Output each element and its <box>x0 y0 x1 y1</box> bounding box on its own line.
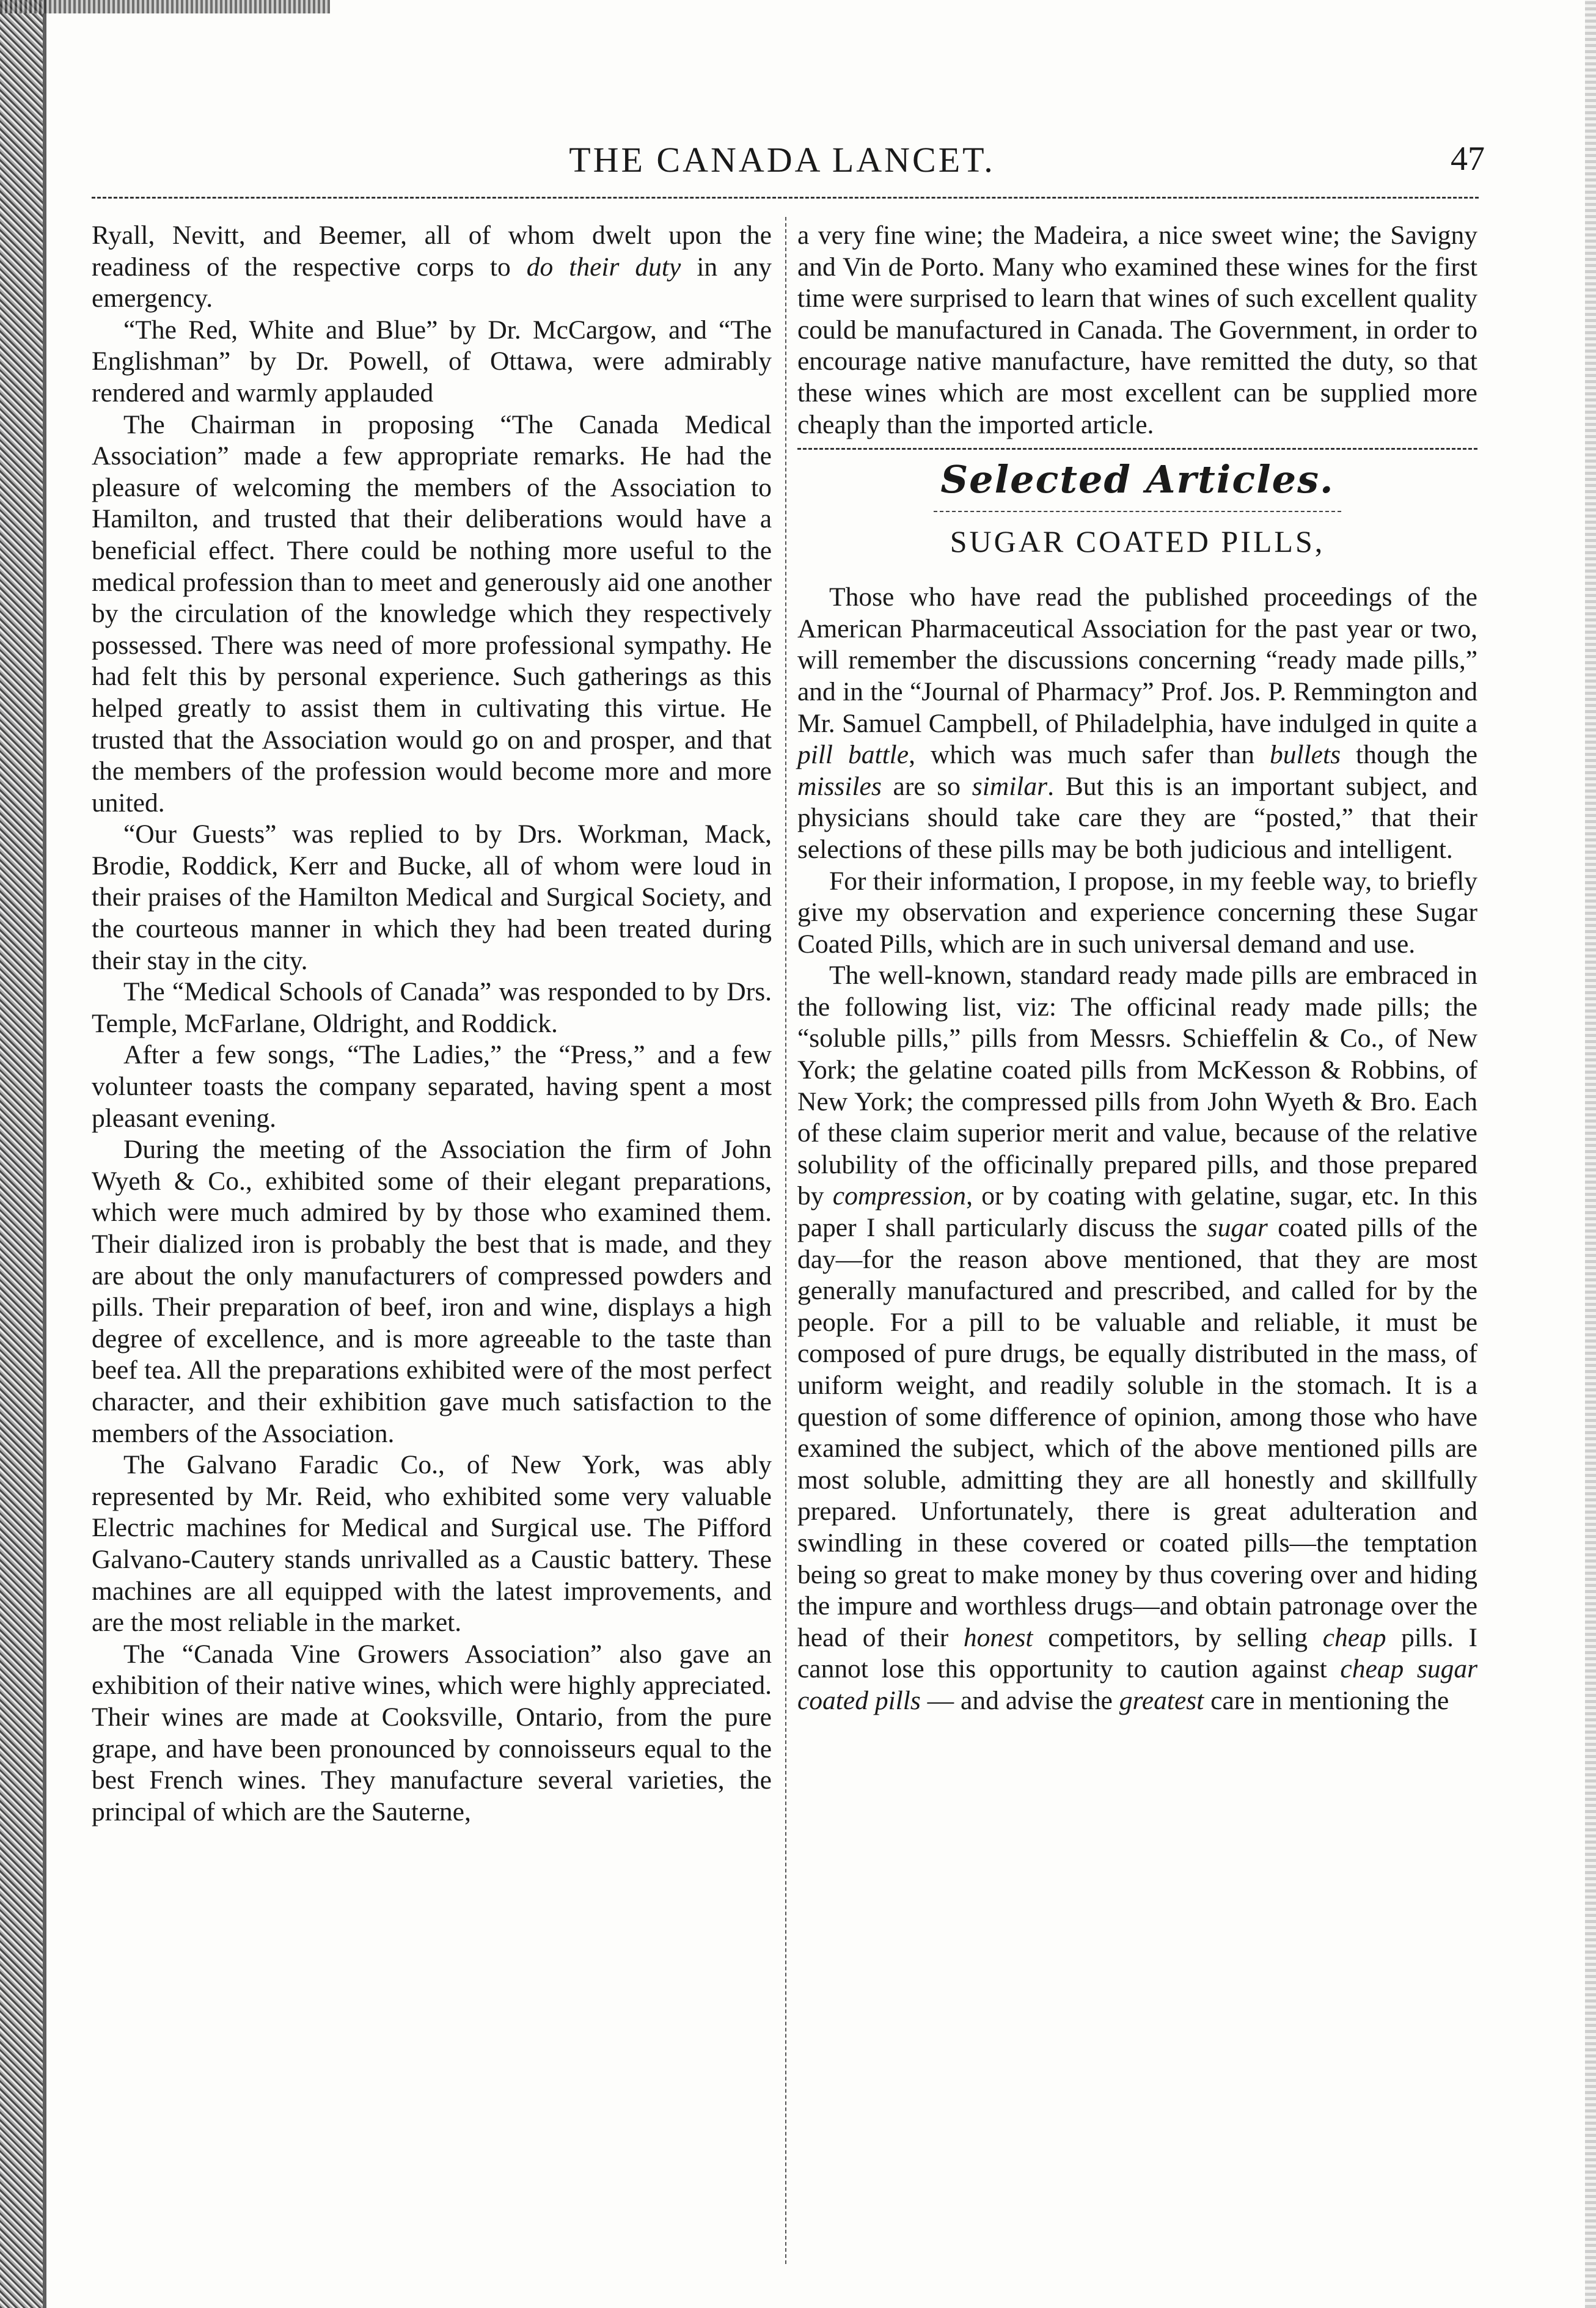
paragraph: For their information, I propose, in my feeble way, to briefly give my observation and experience concerning these Sugar Coated Pills, which are in such universal demand and use. <box>797 866 1477 959</box>
paragraph: During the meeting of the Association the firm of John Wyeth & Co., exhibited some of their elegant preparations, which were much admired by by those who examined them. Their dialized iron is probably the best that is made, and they are about the only manufacturers of compressed powders and pills. Their preparation of beef, iron and wine, displays a high degree of excellence, and is more agreeable to the taste than beef tea. All the preparations exhibited were of the most perfect character, and their exhibition gave much satisfaction to the members of the Association. <box>92 1135 772 1448</box>
paragraph: The Galvano Faradic Co., of New York, was ably represented by Mr. Reid, who exhibited some very valuable Electric machines for Medical and Surgical use. The Pifford Galvano-Cautery stands unrivalled as a Caustic battery. These machines are all equipped with the latest improvements, and are the most reliable in the market. <box>92 1450 772 1638</box>
scan-top-edge <box>0 0 330 13</box>
article-title: SUGAR COATED PILLS, <box>950 524 1325 559</box>
scan-binding-edge <box>0 0 43 2308</box>
paragraph: “Our Guests” was replied to by Drs. Workman, Mack, Brodie, Roddick, Kerr and Bucke, all of whom were loud in their praises of the Hamilton Medical and Surgical Society, and the courteous manner in which they had been treated during their stay in the city. <box>92 819 772 975</box>
page-header <box>79 139 1485 188</box>
paragraph: Ryall, Nevitt, and Beemer, all of whom dwelt upon the readiness of the respective corps to do their duty in any emergency. <box>92 221 772 313</box>
section-heading: Selected Articles. <box>940 457 1334 502</box>
running-head: THE CANADA LANCET. <box>569 140 995 180</box>
header-rule <box>92 197 1479 199</box>
short-rule <box>934 511 1342 512</box>
paragraph: The “Medical Schools of Canada” was responded to by Drs. Temple, McFarlane, Oldright, and Roddick. <box>92 977 772 1038</box>
paragraph: a very fine wine; the Madeira, a nice sweet wine; the Savigny and Vin de Porto. Many who examined these wines for the first time were surprised to learn that wines of such excellent quality could be manufactured in Canada. The Government, in order to encourage native manufacture, have remitted the duty, so that these wines which are most excellent can be supplied more cheaply than the imported article. <box>797 221 1477 439</box>
page-number: 47 <box>1451 140 1485 178</box>
paragraph: “The Red, White and Blue” by Dr. McCargow, and “The Englishman” by Dr. Powell, of Ottawa, were admirably rendered and warmly applauded <box>92 315 772 408</box>
section-rule <box>797 448 1477 450</box>
scan-right-edge <box>1585 0 1596 2308</box>
left-column <box>92 220 772 1828</box>
paragraph: The well-known, standard ready made pills are embraced in the following list, viz: The officinal ready made pills; the “soluble pills,” pills from Messrs. Schieffelin & Co., of New York; the gelatine coated pills from McKesson & Robbins, of New York; the compressed pills from John Wyeth & Bro. Each of these claim superior merit and value, because of the relative solubility of the officinally prepared pills, and those prepared by compression, or by coating with gelatine, sugar, etc. In this paper I shall particularly discuss the sugar coated pills of the day—for the reason above mentioned, that they are most generally manufactured and prescribed, and called for by the people. For a pill to be valuable and reliable, it must be composed of pure drugs, be equally distributed in the mass, of uniform weight, and readily soluble in the stomach. It is a question of some difference of opinion, among those who have examined the subject, which of the above mentioned pills are most soluble, admitting they are all honestly and skillfully prepared. Unfortunately, there is great adulteration and swindling in these covered or coated pills—the temptation being so great to make money by thus covering over and hiding the impure and worthless drugs—and obtain patronage over the head of their honest competitors, by selling cheap pills. I cannot lose this opportunity to caution against cheap sugar coated pills — and advise the greatest care in mentioning the <box>797 961 1478 1715</box>
paragraph: After a few songs, “The Ladies,” the “Press,” and a few volunteer toasts the company separated, having spent a most pleasant evening. <box>92 1040 772 1133</box>
column-divider <box>785 217 786 2264</box>
paragraph: The Chairman in proposing “The Canada Medical Association” made a few appropriate remarks. He had the pleasure of welcoming the members of the Association to Hamilton, and trusted that their deliberations would have a beneficial effect. There could be nothing more useful to the medical profession than to meet and generously aid one another by the circulation of the knowledge which they respectively possessed. There was need of more professional sympathy. He had felt this by personal experience. Such gatherings as this helped greatly to assist them in cultivating this virtue. He trusted that the Association would go on and prosper, and that the members of the profession would become more and more united. <box>92 409 772 818</box>
paragraph: The “Canada Vine Growers Association” also gave an exhibition of their native wines, which were highly appreciated. Their wines are made at Cooksville, Ontario, from the pure grape, and have been pronounced by connoisseurs equal to the best French wines. They manufacture several varieties, the principal of which are the Sauterne, <box>92 1639 772 1826</box>
paragraph: Those who have read the published proceedings of the American Pharmaceutical Association for the past year or two, will remember the discussions concerning “ready made pills,” and in the “Journal of Pharmacy” Prof. Jos. P. Remmington and Mr. Samuel Campbell, of Philadelphia, have indulged in quite a pill battle, which was much safer than bullets though the missiles are so similar. But this is an important subject, and physicians should take care they are “posted,” that their selections of these pills may be both judicious and intelligent. <box>797 582 1478 864</box>
right-column <box>797 220 1477 1717</box>
